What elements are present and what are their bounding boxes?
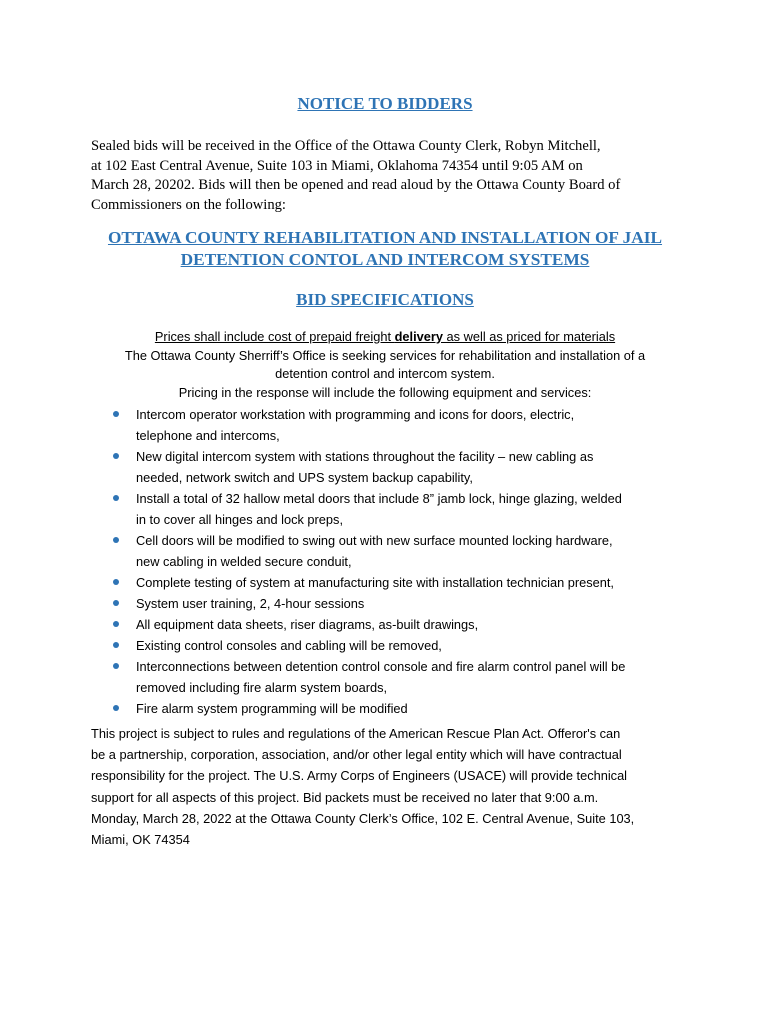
list-item <box>112 656 692 698</box>
pricing-note-bold: delivery <box>394 329 443 344</box>
closing-paragraph <box>91 723 691 850</box>
list-item-text: System user training, 2, 4-hour sessions <box>136 596 365 611</box>
closing-line: responsibility for the project. The U.S. Army Corps of Engineers (USACE) will provide technical <box>91 768 628 784</box>
list-item <box>112 572 692 593</box>
list-item-text: in to cover all hinges and lock preps, <box>136 512 343 527</box>
intro-paragraph <box>91 137 691 215</box>
pricing-note-before: Prices shall include cost of prepaid freight <box>154 329 395 344</box>
list-item-text: Cell doors will be modified to swing out with new surface mounted locking hardware, <box>136 533 613 548</box>
list-item-text: Interconnections between detention control console and fire alarm control panel will be <box>136 659 626 674</box>
list-item-text: Fire alarm system programming will be modified <box>136 701 408 716</box>
bullet-dot-icon <box>113 411 119 417</box>
list-item-text: removed including fire alarm system boards, <box>136 680 388 695</box>
center-line: detention control and intercom system. <box>275 366 495 381</box>
closing-line: This project is subject to rules and regulations of the American Rescue Plan Act. Offeror's can <box>91 726 621 741</box>
project-title <box>0 227 770 271</box>
project-title-line: DETENTION CONTOL AND INTERCOM SYSTEMS <box>180 250 590 269</box>
list-item <box>112 488 692 530</box>
bullet-dot-icon <box>113 600 119 606</box>
closing-line: Monday, March 28, 2022 at the Ottawa County Clerk’s Office, 102 E. Central Avenue, Suite 103, <box>91 810 635 826</box>
intro-line: at 102 East Central Avenue, Suite 103 in Miami, Oklahoma 74354 until 9:05 AM on <box>91 157 583 174</box>
list-item-text: Existing control consoles and cabling will be removed, <box>136 638 442 653</box>
list-item <box>112 635 692 656</box>
closing-line: be a partnership, corporation, association, and/or other legal entity which will have contractual <box>91 747 622 763</box>
list-item-text: needed, network switch and UPS system backup capability, <box>136 470 473 485</box>
list-item-text: Intercom operator workstation with programming and icons for doors, electric, <box>136 407 575 422</box>
center-line: The Ottawa County Sherriff’s Office is seeking services for rehabilitation and installation of a <box>124 347 646 363</box>
list-item-text: telephone and intercoms, <box>136 428 280 443</box>
pricing-note <box>0 328 770 347</box>
bullet-dot-icon <box>113 705 119 711</box>
closing-line: Miami, OK 74354 <box>91 832 190 848</box>
list-item-text: All equipment data sheets, riser diagrams, as-built drawings, <box>136 617 479 632</box>
list-item <box>112 530 692 572</box>
list-item-text: New digital intercom system with stations throughout the facility – new cabling as <box>136 449 594 464</box>
specification-intro <box>0 328 770 402</box>
list-item <box>112 614 692 635</box>
list-item <box>112 404 692 446</box>
bid-specifications-heading: BID SPECIFICATIONS <box>296 290 474 309</box>
equipment-services-list <box>112 404 692 719</box>
bullet-dot-icon <box>113 453 119 459</box>
list-item-text: new cabling in welded secure conduit, <box>136 554 352 569</box>
list-item <box>112 698 692 719</box>
bullet-dot-icon <box>113 495 119 501</box>
bullet-dot-icon <box>113 579 119 585</box>
list-item-text: Complete testing of system at manufacturing site with installation technician present, <box>136 575 614 590</box>
list-item <box>112 593 692 614</box>
intro-line: March 28, 20202. Bids will then be opened and read aloud by the Ottawa County Board of <box>91 177 621 193</box>
intro-line: Sealed bids will be received in the Office of the Ottawa County Clerk, Robyn Mitchell, <box>91 138 601 154</box>
closing-line: support for all aspects of this project. Bid packets must be received no later that 9:00 a.m. <box>91 789 599 805</box>
list-item <box>112 446 692 488</box>
project-title-line: OTTAWA COUNTY REHABILITATION AND INSTALLATION OF JAIL <box>107 228 663 247</box>
bullet-dot-icon <box>113 663 119 669</box>
list-item-text: Install a total of 32 hallow metal doors that include 8” jamb lock, hinge glazing, welded <box>136 491 622 506</box>
pricing-note-after: as well as priced for materials <box>443 329 616 344</box>
bullet-dot-icon <box>113 537 119 543</box>
bullet-dot-icon <box>113 642 119 648</box>
bullet-dot-icon <box>113 621 119 627</box>
notice-title: NOTICE TO BIDDERS <box>297 94 473 113</box>
intro-line: Commissioners on the following: <box>91 196 286 213</box>
center-line: Pricing in the response will include the following equipment and services: <box>178 384 592 400</box>
